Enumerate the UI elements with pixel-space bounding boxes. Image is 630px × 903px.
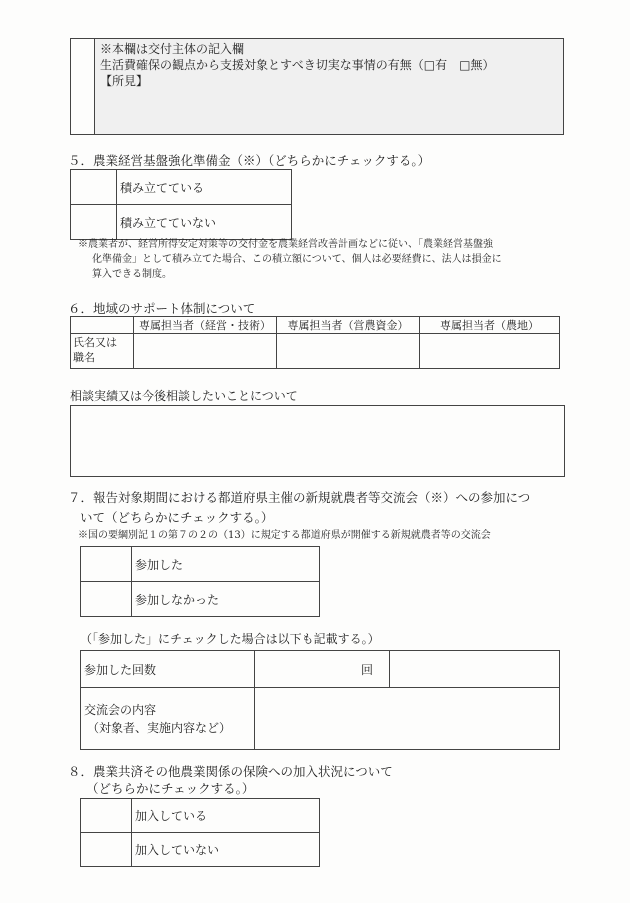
section-5-note-line-1: ※農業者が、経営所得安定対策等の交付金を農業経営改善計画などに従い、「農業経営基盤強 xyxy=(78,239,493,250)
exchange-content-field[interactable] xyxy=(255,688,560,750)
section-6-title: ６．地域のサポート体制について xyxy=(68,301,256,316)
section-7-options-table xyxy=(80,546,320,617)
exchange-content-label xyxy=(81,688,255,750)
exchange-count-field[interactable] xyxy=(255,651,390,688)
reserve-fund-yes-checkbox[interactable] xyxy=(71,170,117,205)
section-8-options-table xyxy=(80,798,320,867)
exchange-not-attended-label: 参加しなかった xyxy=(132,582,320,617)
section-8-title-line-1: ８．農業共済その他農業関係の保険への加入状況について xyxy=(68,764,393,779)
exchange-content-label-line-2: （対象者、実施内容など） xyxy=(87,720,232,735)
consultation-label: 相談実績又は今後相談したいことについて xyxy=(70,389,298,403)
official-use-heading: ※本欄は交付主体の記入欄 xyxy=(100,42,245,56)
exchange-content-label-line-1: 交流会の内容 xyxy=(84,702,157,717)
support-staff-header-management: 専属担当者（経営・技術） xyxy=(134,317,277,334)
living-cost-circumstance-question: 生活費確保の観点から支援対象とすべき切実な事情の有無（□有 □無） xyxy=(100,58,495,72)
exchange-count-unit: 回 xyxy=(360,662,373,677)
insurance-not-enrolled-checkbox[interactable] xyxy=(81,833,132,867)
section-7-title-line-2: いて（どちらかにチェックする。） xyxy=(80,510,274,525)
insurance-enrolled-checkbox[interactable] xyxy=(81,799,132,833)
support-staff-row-label xyxy=(71,334,134,369)
section-5-title: ５．農業経営基盤強化準備金（※）（どちらかにチェックする。） xyxy=(68,153,431,168)
support-staff-table xyxy=(70,316,560,369)
section-7-title-line-1: ７．報告対象期間における都道府県主催の新規就農者等交流会（※）への参加につ xyxy=(68,490,531,505)
reserve-fund-yes-label: 積み立てている xyxy=(117,170,292,205)
insurance-enrolled-label: 加入している xyxy=(132,799,320,833)
exchange-count-extra-cell xyxy=(390,651,560,688)
support-staff-header-blank xyxy=(71,317,134,334)
support-staff-farmland-field[interactable] xyxy=(420,334,560,369)
insurance-not-enrolled-label: 加入していない xyxy=(132,833,320,867)
support-staff-funding-field[interactable] xyxy=(277,334,420,369)
exchange-attended-label: 参加した xyxy=(132,547,320,582)
support-staff-header-farmland: 専属担当者（農地） xyxy=(420,317,560,334)
support-staff-management-field[interactable] xyxy=(134,334,277,369)
support-staff-header-funding: 専属担当者（営農資金） xyxy=(277,317,420,334)
consultation-textarea[interactable] xyxy=(70,405,565,477)
support-staff-row-label-line-1: 氏名又は xyxy=(73,336,117,349)
section-5-options-table xyxy=(70,169,292,240)
remarks-label: 【所見】 xyxy=(100,74,149,88)
section-7-sub-note: （「参加した」にチェックした場合は以下も記載する。） xyxy=(80,632,380,646)
exchange-count-label: 参加した回数 xyxy=(81,651,255,688)
exchange-details-table xyxy=(80,650,560,750)
section-7-note: ※国の要綱別記１の第７の２の（13）に規定する都道府県が開催する新規就農者等の交流会 xyxy=(78,530,491,541)
reserve-fund-no-checkbox[interactable] xyxy=(71,205,117,240)
section-5-note-line-2: 化準備金」として積み立てた場合、この積立額について、個人は必要経費に、法人は損金に xyxy=(92,254,502,265)
section-8-title-line-2: （どちらかにチェックする。） xyxy=(86,781,255,796)
exchange-not-attended-checkbox[interactable] xyxy=(81,582,132,617)
support-staff-row-label-line-2: 職名 xyxy=(73,351,95,365)
reserve-fund-no-label: 積み立てていない xyxy=(117,205,292,240)
exchange-attended-checkbox[interactable] xyxy=(81,547,132,582)
section-5-note-line-3: 算入できる制度。 xyxy=(92,269,172,280)
